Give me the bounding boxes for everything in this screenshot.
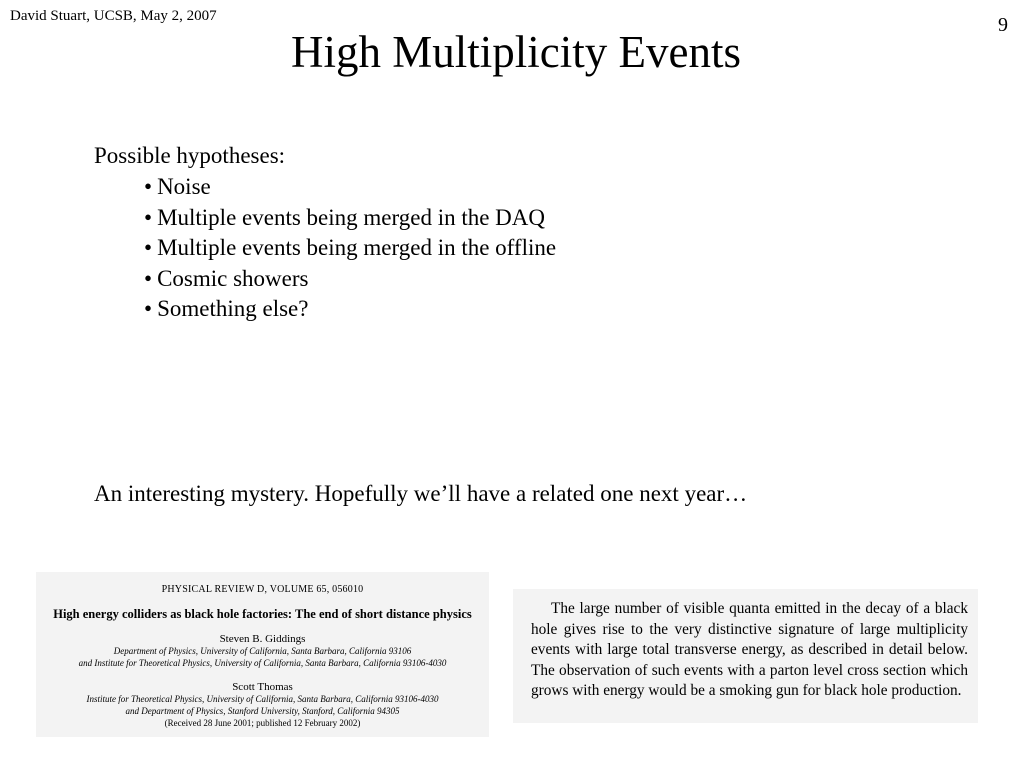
- paper-header-image: [36, 572, 489, 737]
- author-date-note: David Stuart, UCSB, May 2, 2007: [10, 8, 217, 24]
- page-number: 9: [998, 14, 1008, 36]
- bullet-icon: •: [144, 235, 153, 261]
- hypotheses-list: [144, 174, 556, 327]
- hypothesis-item: [144, 174, 556, 205]
- paper-author-2: Scott Thomas: [232, 681, 293, 693]
- hypothesis-text: Multiple events being merged in the offline: [157, 235, 557, 261]
- bullet-icon: •: [144, 204, 153, 230]
- bullet-icon: •: [144, 174, 153, 199]
- paper-affiliation: and Department of Physics, Stanford University, Stanford, California 94305: [125, 706, 400, 716]
- hypothesis-item: [144, 296, 556, 327]
- hypothesis-item: [144, 205, 556, 236]
- hypotheses-heading: Possible hypotheses:: [94, 143, 286, 168]
- hypothesis-text: Something else?: [157, 296, 309, 322]
- hypothesis-text: Cosmic showers: [157, 265, 309, 291]
- bullet-icon: •: [144, 296, 153, 322]
- paper-received-date: (Received 28 June 2001; published 12 February 2002): [164, 718, 361, 728]
- paper-title: High energy colliders as black hole factories: The end of short distance physics: [53, 607, 472, 621]
- closing-remark: An interesting mystery. Hopefully we’ll have a related one next year…: [94, 481, 748, 506]
- paper-affiliation: Department of Physics, University of California, Santa Barbara, California 93106: [113, 646, 412, 656]
- hypothesis-text: Noise: [157, 174, 211, 199]
- paper-quote-text: The large number of visible quanta emitted in the decay of a black hole gives rise to the very distinctive signature of large multiplicity events with large total transverse energy, as described in detail below. The observation of such events with a parton level cross section which grows with energy would be a smoking gun for black hole production.: [531, 600, 968, 699]
- slide-title: High Multiplicity Events: [291, 27, 741, 77]
- paper-author-1: Steven B. Giddings: [219, 633, 306, 645]
- paper-affiliation: and Institute for Theoretical Physics, University of California, Santa Barbara, California 93106-4030: [78, 658, 447, 668]
- hypothesis-item: [144, 235, 556, 266]
- journal-reference: PHYSICAL REVIEW D, VOLUME 65, 056010: [161, 584, 364, 595]
- hypothesis-text: Multiple events being merged in the DAQ: [157, 204, 546, 230]
- paper-quote-image: [513, 589, 978, 723]
- paper-affiliation: Institute for Theoretical Physics, University of California, Santa Barbara, California 93106-4030: [86, 694, 439, 704]
- bullet-icon: •: [144, 265, 153, 291]
- hypothesis-item: [144, 266, 556, 297]
